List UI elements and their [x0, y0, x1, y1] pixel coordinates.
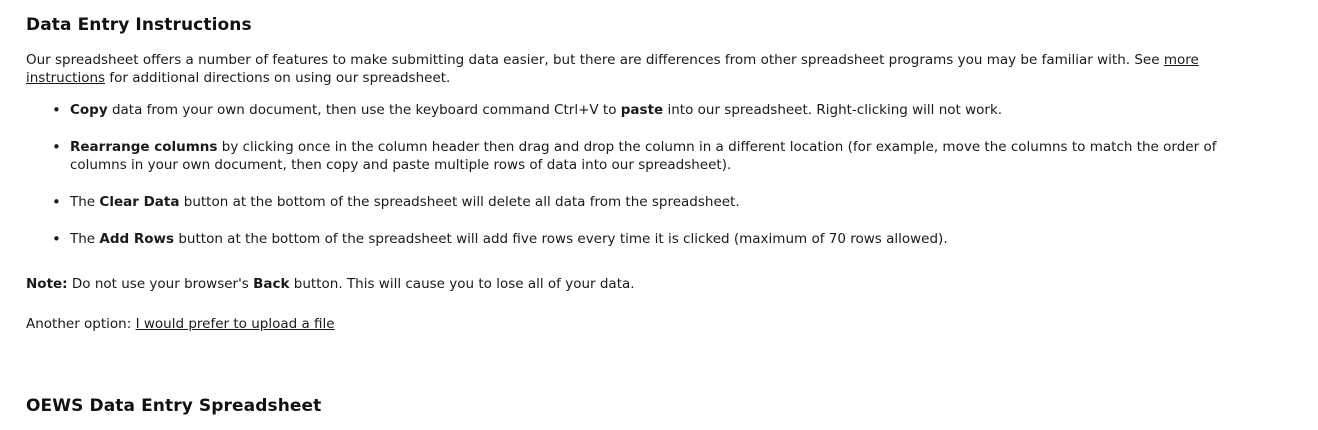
- list-item-bold-lead: Copy: [70, 101, 108, 118]
- upload-file-link[interactable]: I would prefer to upload a file: [135, 316, 335, 333]
- list-item-bold-mid: Add Rows: [99, 230, 175, 247]
- list-item-bold-mid: paste: [620, 101, 664, 118]
- list-item-text-1: The: [70, 230, 100, 247]
- list-item-text-1: by clicking once in the column header then drag and drop the column in a different location (for example, move the columns to match the order of columns in your own document, then copy and paste multiple rows of data into our spreadsheet).: [70, 138, 1217, 173]
- list-item-bold-mid: Clear Data: [99, 193, 180, 210]
- note-bold-word: Back: [253, 276, 290, 293]
- note-text-1: Do not use your browser's: [67, 276, 254, 293]
- list-item-text-2: button at the bottom of the spreadsheet will delete all data from the spreadsheet.: [179, 193, 740, 210]
- intro-text-before-link: Our spreadsheet offers a number of features to make submitting data easier, but there are differences from other spreadsheet programs you may be familiar with. See: [26, 52, 1164, 69]
- upload-option-label: Another option:: [26, 316, 136, 333]
- intro-text-after-link: for additional directions on using our spreadsheet.: [105, 69, 451, 86]
- spreadsheet-section-title: OEWS Data Entry Spreadsheet: [26, 396, 322, 417]
- list-item-text-2: into our spreadsheet. Right-clicking will not work.: [663, 101, 1003, 118]
- list-item-text-2: button at the bottom of the spreadsheet will add five rows every time it is clicked (maximum of 70 rows allowed).: [174, 230, 948, 247]
- list-item: [70, 194, 1274, 212]
- note-label: Note:: [26, 276, 68, 293]
- more-instructions-link[interactable]: more instructions: [26, 52, 1199, 86]
- intro-paragraph: [26, 52, 1251, 88]
- list-item: [70, 139, 1274, 175]
- list-item: [70, 231, 1274, 249]
- list-item-text-1: data from your own document, then use the keyboard command Ctrl+V to: [107, 101, 621, 118]
- browser-back-note: [26, 276, 1274, 294]
- upload-option-line: [26, 316, 1274, 334]
- list-item-text-1: The: [70, 193, 100, 210]
- page-title: Data Entry Instructions: [26, 15, 252, 35]
- list-item: [70, 102, 1274, 120]
- list-item-bold-lead: Rearrange columns: [70, 138, 218, 155]
- note-text-2: button. This will cause you to lose all of your data.: [289, 276, 635, 293]
- instructions-list: [26, 102, 1274, 249]
